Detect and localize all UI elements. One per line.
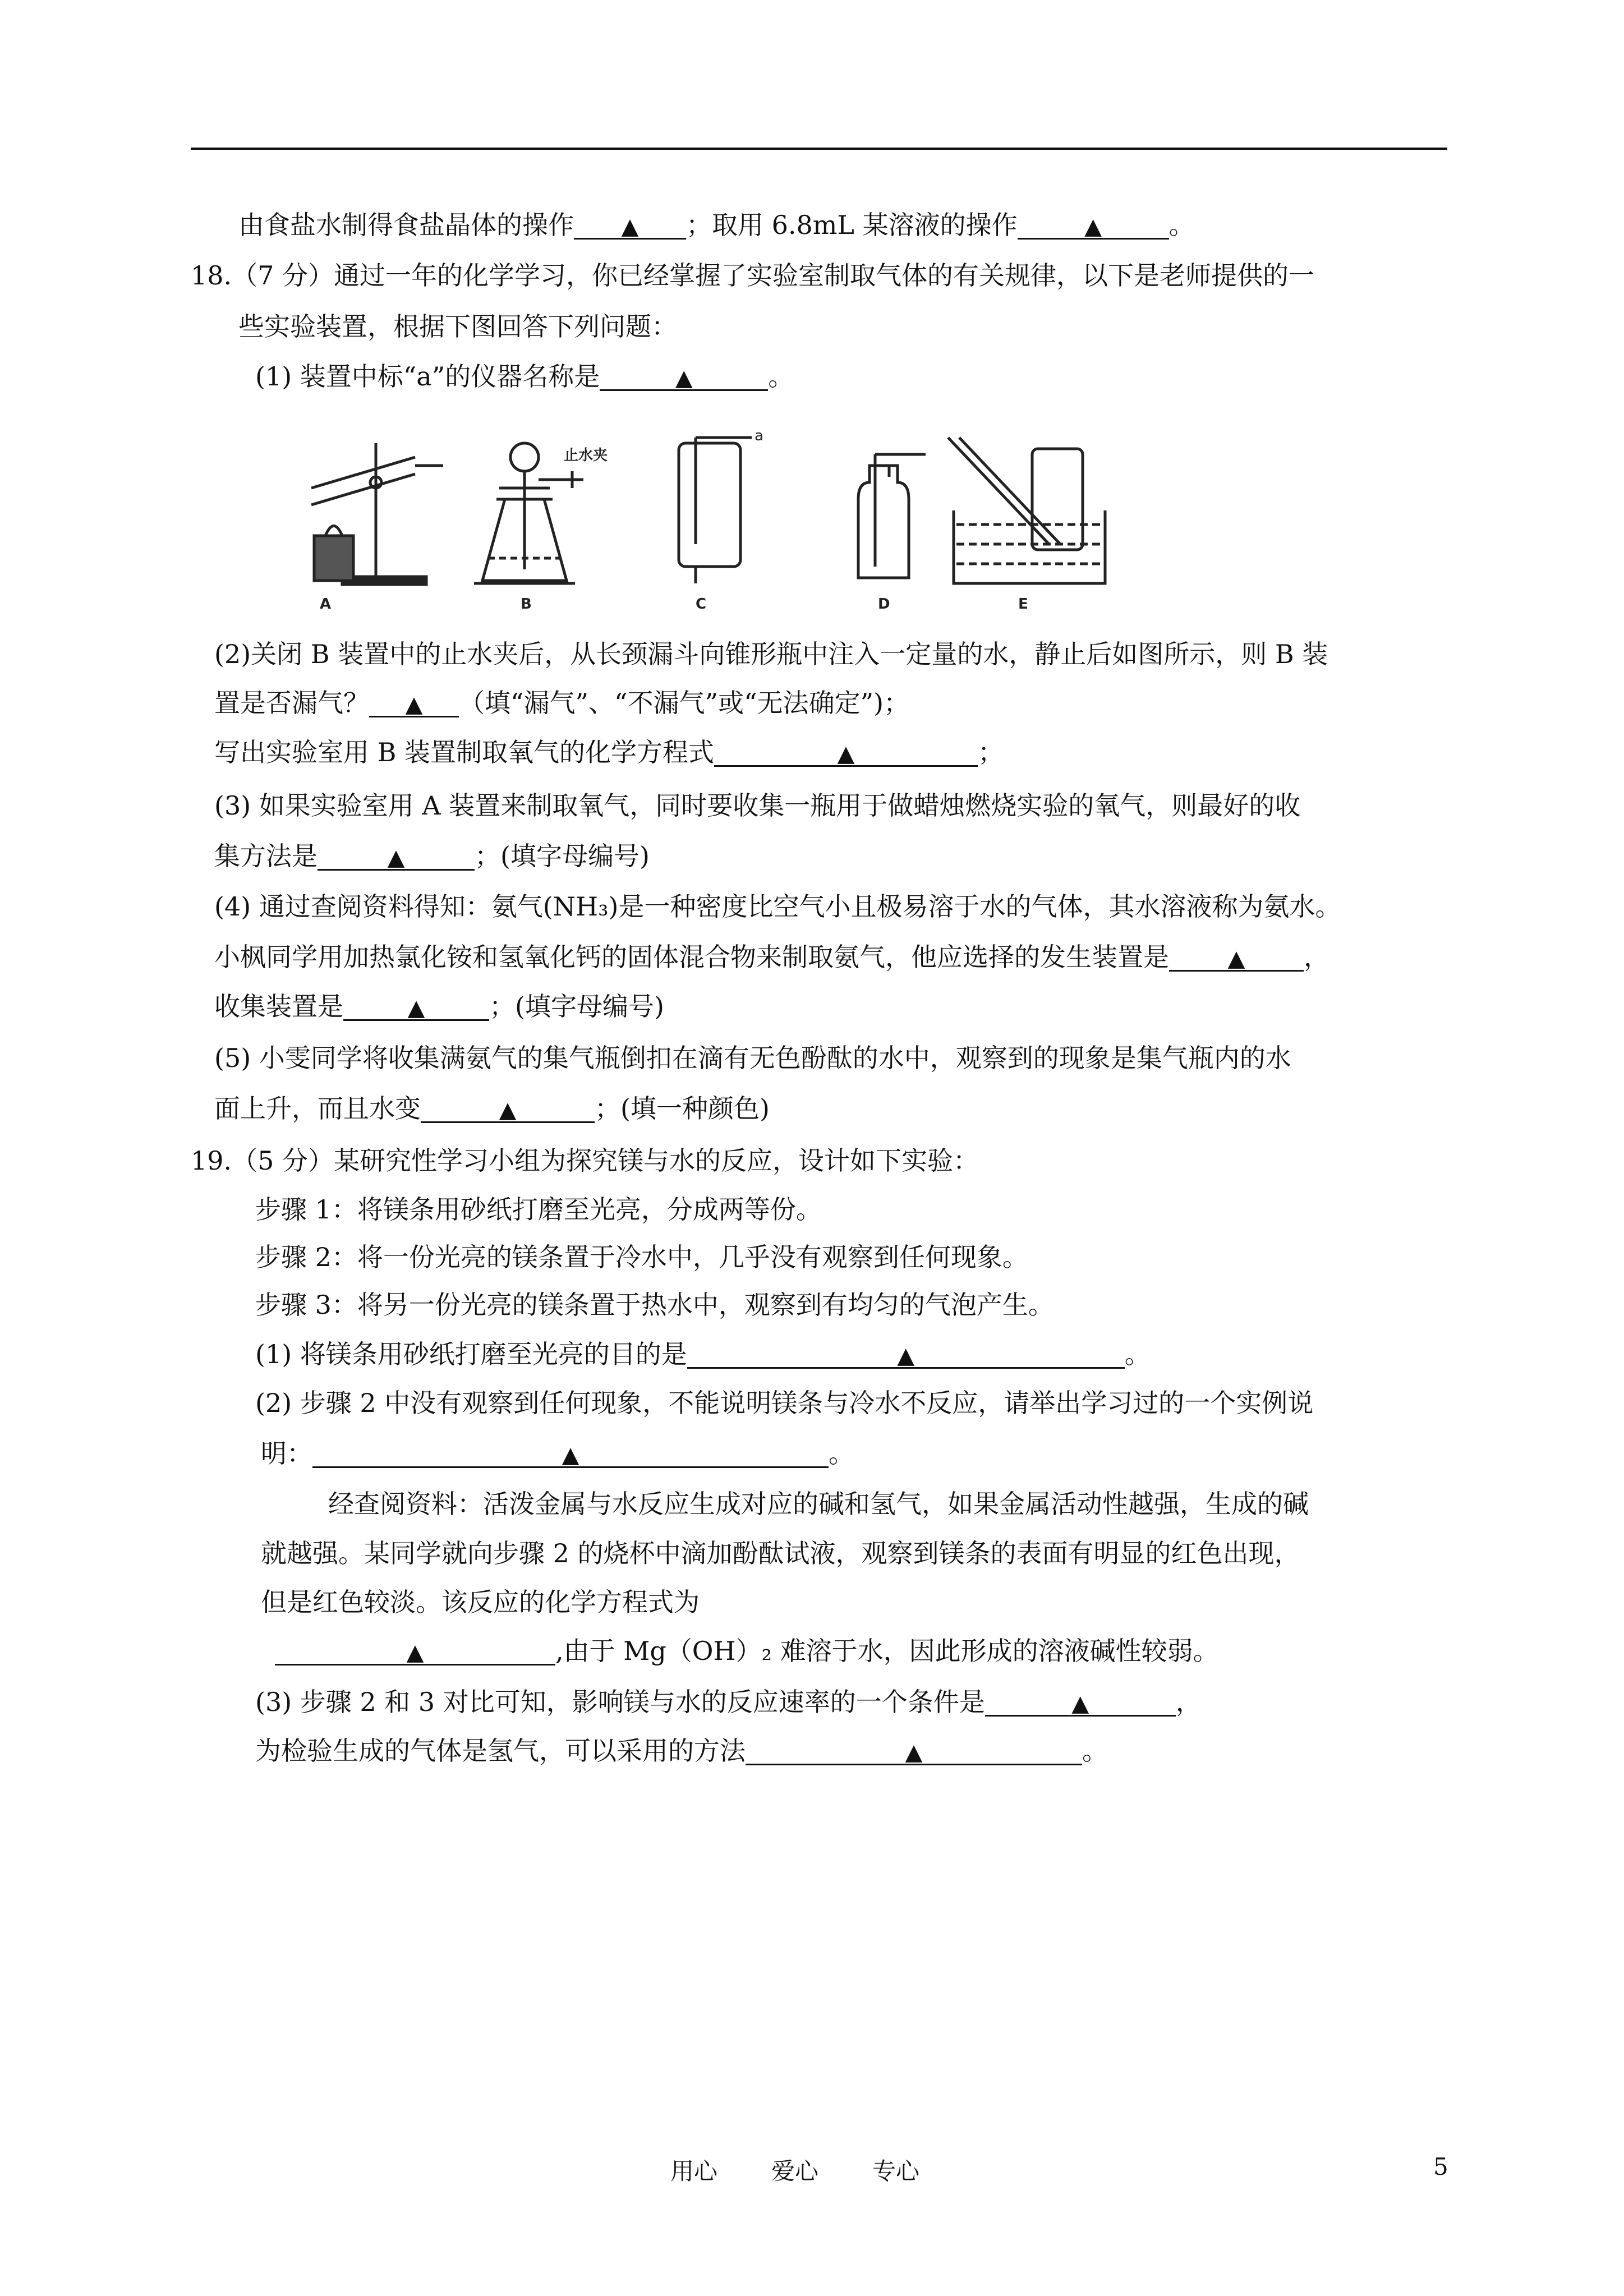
q18-part3-line2: 集方法是 ▲ ；(填字母编号) xyxy=(214,841,650,871)
q18-part2-line3: 写出实验室用 B 装置制取氧气的化学方程式 ▲ ； xyxy=(214,737,1004,767)
answer-blank[interactable]: ▲ xyxy=(985,1687,1176,1717)
page-number: 5 xyxy=(1433,2153,1448,2180)
q18-part4-line2: 小枫同学用加热氯化铵和氢氧化钙的固体混合物来制取氨气，他应选择的发生装置是 ▲ ， xyxy=(214,942,1329,972)
line-p0: 由食盐水制得食盐晶体的操作 ▲ ；取用 6.8mL 某溶液的操作 ▲ 。 xyxy=(238,210,1195,240)
footer-motto-3: 专心 xyxy=(872,2157,920,2185)
q18-part4-line3: 收集装置是 ▲ ；(填字母编号) xyxy=(214,991,664,1022)
label-d: D xyxy=(878,596,890,613)
answer-blank[interactable]: ▲ xyxy=(714,737,978,767)
q19-info-line2: 就越强。某同学就向步骤 2 的烧杯中滴加酚酞试液，观察到镁条的表面有明显的红色出现， xyxy=(261,1538,1300,1568)
apparatus-e xyxy=(948,438,1105,583)
q19-part2-line1: (2) 步骤 2 中没有观察到任何现象，不能说明镁条与冷水不反应，请举出学习过的一个实例说 xyxy=(255,1388,1314,1418)
footer-motto-1: 用心 xyxy=(670,2157,718,2185)
footer-motto-2: 爱心 xyxy=(771,2157,819,2185)
label-b: B xyxy=(521,596,532,613)
answer-blank[interactable]: ▲ xyxy=(421,1093,595,1123)
q18-part2-line1: (2)关闭 B 装置中的止水夹后，从长颈漏斗向锥形瓶中注入一定量的水，静止后如图所示，则 B 装 xyxy=(214,639,1328,669)
answer-blank[interactable]: ▲ xyxy=(1018,210,1169,240)
answer-blank[interactable]: ▲ xyxy=(312,1438,829,1468)
answer-blank[interactable]: ▲ xyxy=(1169,942,1304,972)
q18-part1: (1) 装置中标“a”的仪器名称是 ▲ 。 xyxy=(255,361,794,392)
q19-info-line3: 但是红色较淡。该反应的化学方程式为 xyxy=(261,1587,700,1617)
apparatus-d xyxy=(858,454,926,578)
apparatus-a xyxy=(311,443,443,585)
q19-step3: 步骤 3：将另一份光亮的镁条置于热水中，观察到有均匀的气泡产生。 xyxy=(255,1290,1054,1320)
label-c: C xyxy=(696,596,707,613)
label-e: E xyxy=(1018,596,1028,613)
q19-part2-line2: 明： ▲ 。 xyxy=(261,1438,854,1469)
q18-heading-cont: 些实验装置，根据下图回答下列问题： xyxy=(238,311,677,342)
answer-blank[interactable]: ▲ xyxy=(275,1636,555,1665)
q18-part2-line2: 置是否漏气？ ▲ （填“漏气”、“不漏气”或“无法确定”)； xyxy=(214,688,910,718)
a-label: a xyxy=(755,427,763,444)
answer-blank[interactable]: ▲ xyxy=(318,841,475,871)
q19-part3-line1: (3) 步骤 2 和 3 对比可知，影响镁与水的反应速率的一个条件是 ▲ ， xyxy=(255,1687,1202,1717)
answer-blank[interactable]: ▲ xyxy=(369,688,459,717)
q19-part1: (1) 将镁条用砂纸打磨至光亮的目的是 ▲ 。 xyxy=(255,1339,1151,1369)
q19-info-line1: 经查阅资料：活泼金属与水反应生成对应的碱和氢气，如果金属活动性越强，生成的碱 xyxy=(328,1489,1309,1519)
q18-part4-line1: (4) 通过查阅资料得知：氨气(NH₃)是一种密度比空气小且极易溶于水的气体，其水溶液称为氨水。 xyxy=(214,891,1341,922)
answer-blank[interactable]: ▲ xyxy=(343,991,489,1021)
answer-blank[interactable]: ▲ xyxy=(574,210,686,240)
q19-equation-line: ▲ ,由于 Mg（OH）₂ 难溶于水，因此形成的溶液碱性较弱。 xyxy=(275,1634,1219,1668)
answer-blank[interactable]: ▲ xyxy=(687,1339,1125,1369)
q18-part3-line1: (3) 如果实验室用 A 装置来制取氧气，同时要收集一瓶用于做蜡烛燃烧实验的氧气，则最好的收 xyxy=(214,790,1301,821)
q19-step1: 步骤 1：将镁条用砂纸打磨至光亮，分成两等份。 xyxy=(255,1194,822,1225)
q19-part3-line2: 为检验生成的气体是氢气，可以采用的方法 ▲ 。 xyxy=(255,1736,1108,1766)
apparatus-c xyxy=(679,438,752,583)
answer-blank[interactable]: ▲ xyxy=(600,361,768,391)
label-a: A xyxy=(320,596,332,613)
header-rule xyxy=(191,148,1447,150)
q18-heading: 18.（7 分）通过一年的化学学习，你已经掌握了实验室制取气体的有关规律，以下是老师提供的一 xyxy=(191,260,1315,291)
clip-label: 止水夹 xyxy=(564,447,608,464)
apparatus-figure xyxy=(303,426,1111,617)
q19-step2: 步骤 2：将一份光亮的镁条置于冷水中，几乎没有观察到任何现象。 xyxy=(255,1242,1028,1272)
q19-heading: 19.（5 分）某研究性学习小组为探究镁与水的反应，设计如下实验： xyxy=(191,1145,979,1176)
answer-blank[interactable]: ▲ xyxy=(746,1736,1082,1765)
q18-part5-line1: (5) 小雯同学将收集满氨气的集气瓶倒扣在滴有无色酚酞的水中，观察到的现象是集气瓶内的水 xyxy=(214,1043,1291,1073)
q18-part5-line2: 面上升，而且水变 ▲ ；(填一种颜色) xyxy=(214,1093,770,1124)
apparatus-b xyxy=(474,443,583,583)
